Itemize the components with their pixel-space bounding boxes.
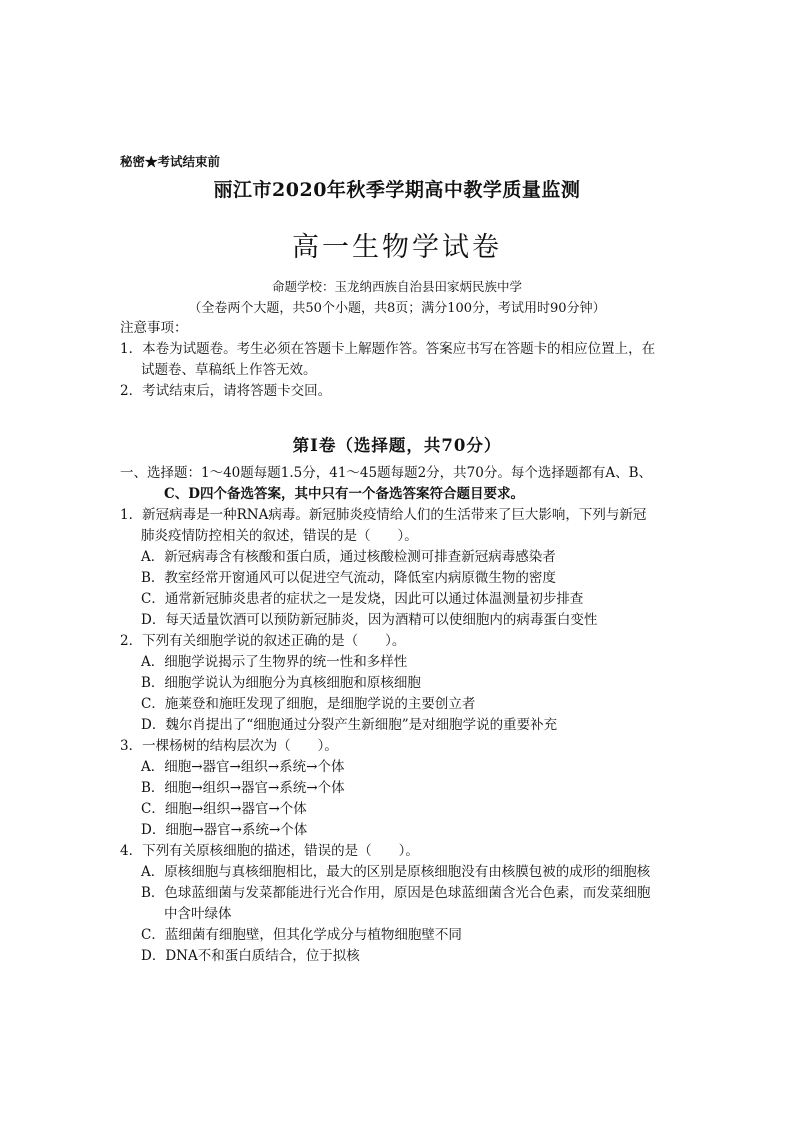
section-instruction: 一、选择题：1～40题每题1.5分，41～45题每题2分，共70分。每个选择题都有A、B、: [120, 465, 653, 481]
option-d: D．魏尔肖提出了“细胞通过分裂产生新细胞”是对细胞学说的重要补充: [141, 717, 558, 733]
exam-title: 丽江市2020年秋季学期高中教学质量监测: [213, 179, 581, 201]
question-stem-continued: 肺炎疫情防控相关的叙述，错误的是（ ）。: [141, 528, 418, 544]
option-a: A．细胞学说揭示了生物界的统一性和多样性: [141, 654, 408, 670]
subject-title: 高一生物学试卷: [292, 232, 502, 263]
question-1: [120, 505, 680, 631]
question-3: [120, 736, 680, 841]
question-stem: 3．一棵杨树的结构层次为（ ）。: [120, 738, 338, 754]
note-item: 2．考试结束后，请将答题卡交回。: [120, 383, 332, 399]
confidential-label: 秘密★考试结束前: [120, 154, 221, 169]
questions-block: [120, 463, 680, 967]
question-stem: 1．新冠病毒是一种RNA病毒。新冠肺炎疫情给人们的生活带来了巨大影响，下列与新冠: [120, 507, 647, 523]
option-d: D．每天适量饮酒可以预防新冠肺炎，因为酒精可以使细胞内的病毒蛋白变性: [141, 612, 598, 628]
note-item-continued: 试题卷、草稿纸上作答无效。: [141, 362, 317, 378]
question-2: [120, 631, 680, 736]
option-d: D．细胞→器官→系统→个体: [141, 822, 308, 838]
option-a: A．原核细胞与真核细胞相比，最大的区别是原核细胞没有由核膜包被的成形的细胞核: [141, 864, 651, 880]
option-b: B．细胞学说认为细胞分为真核细胞和原核细胞: [141, 675, 421, 691]
notes-block: [120, 318, 680, 402]
setter-school: 命题学校：玉龙纳西族自治县田家炳民族中学: [271, 279, 522, 294]
question-4: [120, 841, 680, 967]
option-d: D．DNA不和蛋白质结合，位于拟核: [141, 948, 360, 964]
section-title: 第Ⅰ卷（选择题，共70分）: [292, 436, 502, 455]
exam-info: （全卷两个大题，共50个小题，共8页；满分100分，考试用时90分钟）: [188, 301, 606, 316]
option-c: C．施莱登和施旺发现了细胞，是细胞学说的主要创立者: [141, 696, 476, 712]
option-b-continued: 中含叶绿体: [164, 906, 232, 922]
option-b: B．教室经常开窗通风可以促进空气流动，降低室内病原微生物的密度: [141, 570, 556, 586]
option-b: B．色球蓝细菌与发菜都能进行光合作用，原因是色球蓝细菌含光合色素，而发菜细胞: [141, 885, 651, 901]
option-b: B．细胞→组织→器官→系统→个体: [141, 780, 345, 796]
option-c: C．细胞→组织→器官→个体: [141, 801, 307, 817]
question-stem: 4．下列有关原核细胞的描述，错误的是（ ）。: [120, 843, 419, 859]
option-a: A．新冠病毒含有核酸和蛋白质，通过核酸检测可排查新冠病毒感染者: [141, 549, 556, 565]
option-c: C．蓝细菌有细胞壁，但其化学成分与植物细胞壁不同: [141, 927, 462, 943]
section-instruction-continued: C、D四个备选答案，其中只有一个备选答案符合题目要求。: [164, 486, 524, 502]
question-stem: 2．下列有关细胞学说的叙述正确的是（ ）。: [120, 633, 406, 649]
notes-heading: 注意事项：: [120, 320, 188, 336]
option-c: C．通常新冠肺炎患者的症状之一是发烧，因此可以通过体温测量初步排查: [141, 591, 584, 607]
note-item: 1．本卷为试题卷。考生必须在答题卡上解题作答。答案应书写在答题卡的相应位置上，在: [120, 341, 656, 357]
option-a: A．细胞→器官→组织→系统→个体: [141, 759, 345, 775]
